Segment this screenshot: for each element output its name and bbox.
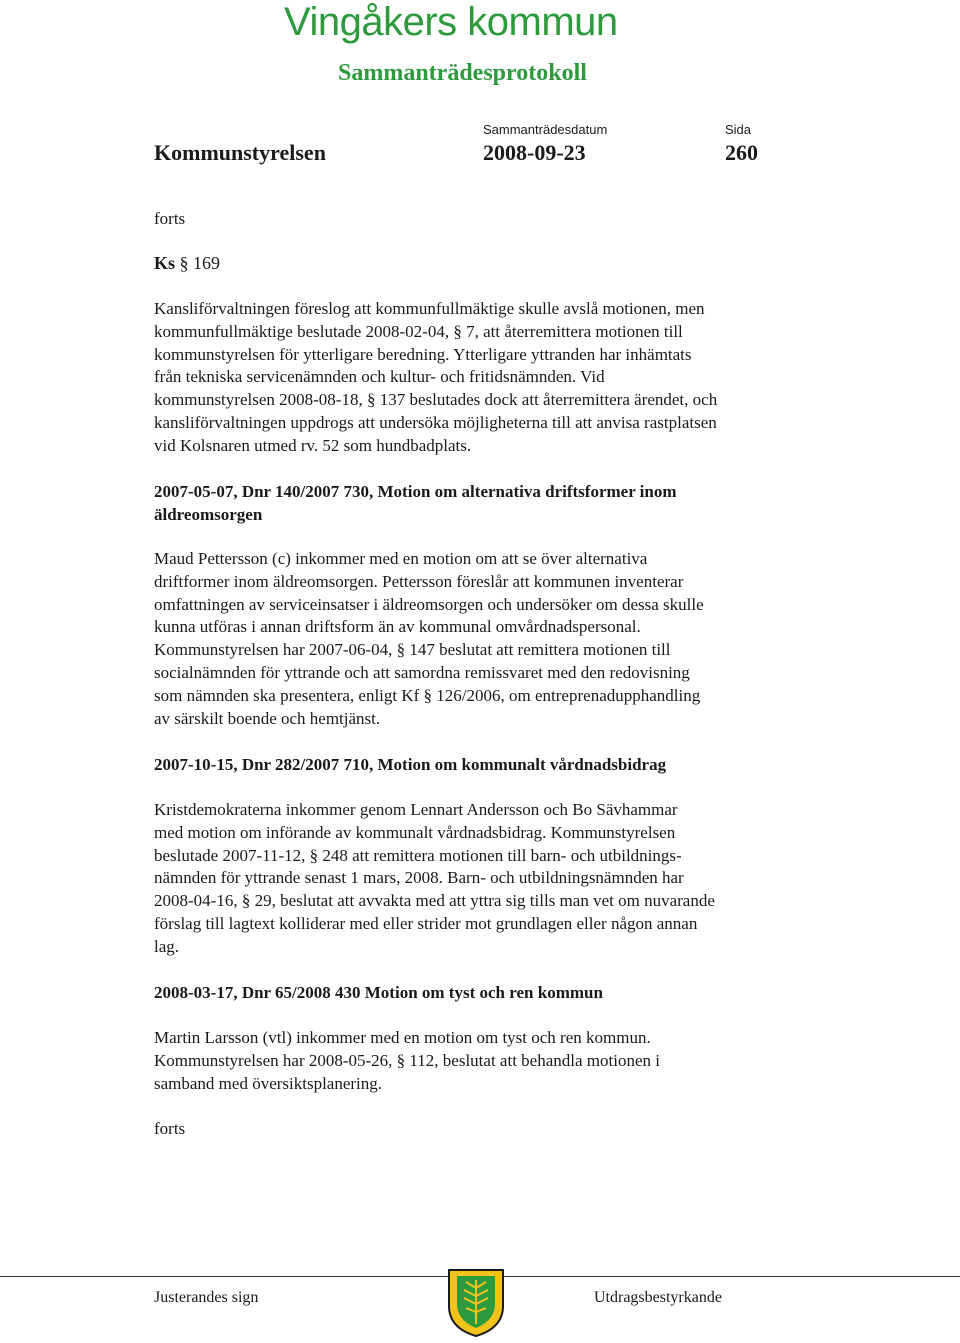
paragraph-4-line: Kommunstyrelsen har 2008-05-26, § 112, beslutat att behandla motionen i xyxy=(154,1050,660,1070)
justerandes-sign-label: Justerandes sign xyxy=(154,1289,259,1306)
page-number: 260 xyxy=(725,140,758,165)
paragraph-1-line: från tekniska servicenämnden och kultur- och fritidsnämnden. Vid xyxy=(154,367,605,387)
forts-bottom: forts xyxy=(154,1119,186,1138)
paragraph-3 xyxy=(154,799,854,959)
section-symbol: § xyxy=(179,253,189,273)
motion-heading-line: äldreomsorgen xyxy=(154,505,263,524)
body-name: Kommunstyrelsen xyxy=(154,140,326,165)
paragraph-1-line: kommunfullmäktige beslutade 2008-02-04, § 7, att återremittera motionen till xyxy=(154,321,683,341)
paragraph-2-line: som nämnden ska presentera, enligt Kf § 126/2006, om entreprenadupphandling xyxy=(154,685,701,705)
meeting-date: 2008-09-23 xyxy=(483,140,586,165)
motion-heading-2: 2007-10-15, Dnr 282/2007 710, Motion om kommunalt vårdnadsbidrag xyxy=(154,755,667,774)
section-number xyxy=(154,253,220,274)
paragraph-2-line: Maud Pettersson (c) inkommer med en motion om att se över alternativa xyxy=(154,549,648,568)
paragraph-1-line: kansliförvaltningen uppdrogs att undersöka möjligheterna till att anvisa rastplatsen xyxy=(154,412,717,432)
motion-heading-1 xyxy=(154,480,834,526)
page-label: Sida xyxy=(725,122,752,137)
paragraph-3-line: förslag till lagtext kolliderar med eller strider mot grundlagen eller någon annan xyxy=(154,913,698,933)
paragraph-4 xyxy=(154,1027,854,1095)
paragraph-1-line: kommunstyrelsen 2008-08-18, § 137 beslutades dock att återremittera ärendet, och xyxy=(154,390,718,410)
motion-heading-3: 2008-03-17, Dnr 65/2008 430 Motion om tyst och ren kommun xyxy=(154,983,603,1002)
document-type: Sammanträdesprotokoll xyxy=(338,60,587,86)
section-prefix: Ks xyxy=(154,253,176,273)
paragraph-2-line: av särskilt boende och hemtjänst. xyxy=(154,708,381,728)
paragraph-2-line: omfattningen av serviceinsatser i äldreomsorgen och undersöker om dessa skulle xyxy=(154,594,704,614)
paragraph-2-line: driftformer inom äldreomsorgen. Pettersson föreslår att kommunen inventerar xyxy=(154,571,684,591)
forts-top: forts xyxy=(154,209,186,228)
coat-of-arms-icon xyxy=(447,1268,505,1338)
paragraph-1 xyxy=(154,298,834,458)
paragraph-2 xyxy=(154,548,844,730)
paragraph-1-line: kommunstyrelsen för ytterligare beredning. Ytterligare yttranden har inhämtats xyxy=(154,344,692,364)
paragraph-3-line: Kristdemokraterna inkommer genom Lennart Andersson och Bo Sävhammar xyxy=(154,800,678,819)
date-label: Sammanträdesdatum xyxy=(483,122,608,137)
paragraph-1-line: Kansliförvaltningen föreslog att kommunfullmäktige skulle avslå motionen, men xyxy=(154,299,705,318)
motion-heading-line: 2007-05-07, Dnr 140/2007 730, Motion om alternativa driftsformer inom xyxy=(154,482,677,501)
paragraph-3-line: 2008-04-16, § 29, beslutat att avvakta med att yttra sig tills man vet om nuvarande xyxy=(154,891,715,911)
paragraph-2-line: Kommunstyrelsen har 2007-06-04, § 147 beslutat att remittera motionen till xyxy=(154,640,671,660)
paragraph-4-line: Martin Larsson (vtl) inkommer med en motion om tyst och ren kommun. xyxy=(154,1028,651,1047)
paragraph-3-line: lag. xyxy=(154,936,180,956)
organization-title: Vingåkers kommun xyxy=(284,0,618,44)
paragraph-4-line: samband med översiktsplanering. xyxy=(154,1073,383,1093)
paragraph-2-line: kunna utföras i annan driftsform än av kommunal omvårdnadspersonal. xyxy=(154,617,641,637)
paragraph-3-line: nämnden för yttrande senast 1 mars, 2008. Barn- och utbildningsnämnden har xyxy=(154,868,684,888)
paragraph-1-line: vid Kolsnaren utmed rv. 52 som hundbadplats. xyxy=(154,435,472,455)
section-value: 169 xyxy=(193,253,221,273)
utdragsbestyrkande-label: Utdragsbestyrkande xyxy=(594,1289,722,1306)
paragraph-2-line: socialnämnden för yttrande och att samordna remissvaret med den redovisning xyxy=(154,662,690,682)
paragraph-3-line: med motion om införande av kommunalt vårdnadsbidrag. Kommunstyrelsen xyxy=(154,822,676,842)
paragraph-3-line: beslutade 2007-11-12, § 248 att remittera motionen till barn- och utbildnings- xyxy=(154,845,682,865)
